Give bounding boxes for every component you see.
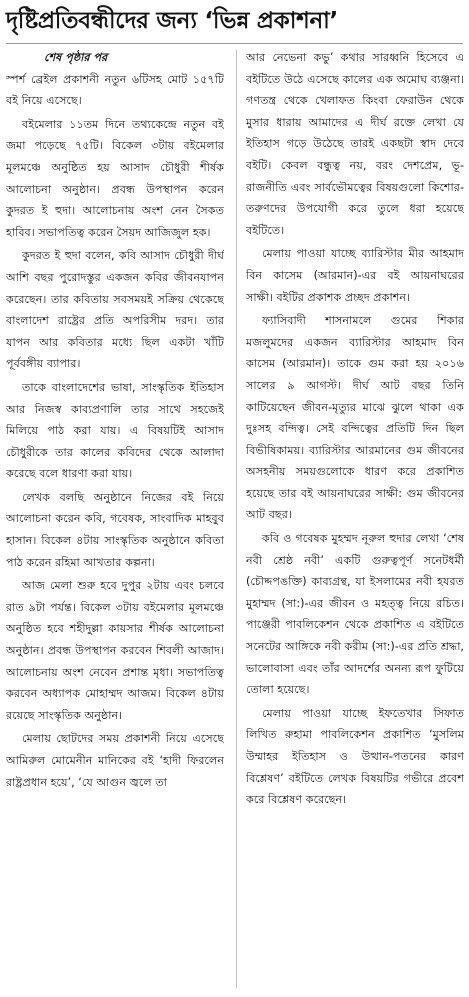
paragraph: আজ মেলা শুরু হবে দুপুর ২টায় এবং চলবে রাত ৯টা পর্যন্ত। বিকেল ৩টায় বইমেলার মূলমঞ্চে অনুষ্ঠিত হবে শহীদুল্লা কায়সার শীর্ষক আলোচনা অনুষ্ঠান। প্রবন্ধ উপস্থাপন করবেন শিবলী আজাদ। আলোচনায় অংশ নেবেন প্রশান্ত মৃধা। সভাপতিত্ব করবেন অধ্যাপক মোহাম্মদ আজম। বিকেল ৪টায় রয়েছে সাংস্কৃতিক অনুষ্ঠান।: [6, 579, 224, 722]
paragraph: ফ্যাসিবাদী শাসনামলে গুমের শিকার মজলুমদের একজন ব্যারিস্টার আহমাদ বিন কাসেম (আরমান)। তাকে গুম করা হয় ২০১৬ সালের ৯ আগস্ট। দীর্ঘ আট বছর তিনি কাটিয়েছেন জীবন-মৃত্যুর মাঝে ঝুলে থাকা এক দুঃসহ বন্দিত্ব। সেই বন্দিত্বের প্রতিটি দিন ছিল বিভীষিকাময়। ব্যারিস্টার আরমানের গুম জীবনের অসহনীয় সময়গুলোকে ধারণ করে প্রকাশিত হয়েছে তার বই আয়নাঘরের সাক্ষী: গুম জীবনের আট বছর।: [246, 314, 464, 522]
paragraph: মেলায় পাওয়া যাচ্ছে ব্যারিস্টার মীর আহমাদ বিন কাসেম (আরমান)-এর বই আয়নাঘরের সাক্ষী। বইটির প্রকাশক প্রচ্ছদ প্রকাশন।: [246, 247, 464, 304]
paragraph: বইমেলার ১১তম দিনে তথ্যকেন্দ্রে নতুন বই জমা পড়েছে ৭৫টি। বিকেল ৩টায় বইমেলার মূলমঞ্চে অনুষ্ঠিত হয় আসাদ চৌধুরী শীর্ষক আলোচনা অনুষ্ঠান। প্রবন্ধ উপস্থাপন করেন কুদরত ই হুদা। আলোচনায় অংশ নেন সৈকত হাবিব। সভাপতিত্ব করেন সৈয়দ আজিজুল হক।: [6, 117, 224, 239]
paragraph: স্পর্শ ব্রেইল প্রকাশনী নতুন ৬টিসহ মোট ১৫৭টি বই নিয়ে এসেছে।: [6, 72, 224, 108]
paragraph: মেলায় ছোটদের সময় প্রকাশনী নিয়ে এসেছে আমিরুল মোমেনীন মানিকের বই ‘হাদী ফিরলেন রাষ্ট্রপ্রধান হয়ে’, ‘যে আগুন জ্বলে তা: [6, 732, 224, 789]
paragraph: লেখক বলছি অনুষ্ঠানে নিজের বই নিয়ে আলোচনা করেন কবি, গবেষক, সাংবাদিক মাহবুব হাসান। বিকেল ৪টায় সাংস্কৃতিক অনুষ্ঠানে কবিতা পাঠ করেন রহিমা আখতার কল্পনা।: [6, 490, 224, 569]
article-column-right: [246, 47, 464, 993]
paragraph: কুদরত ই হুদা বলেন, কবি আসাদ চৌধুরী দীর্ঘ আশি বছর পুরোদস্তুর একজন কবির জীবনযাপন করেছেন। তার কবিতায় সবসময়ই সক্রিয় থেকেছে বাংলাদেশ রাষ্ট্রের প্রতি অপরিসীম দরদ। তার যাপন আর কবিতার মধ্যে ছিল একটা খাঁটি পূর্ববঙ্গীয় ব্যাপার।: [6, 249, 224, 371]
headline-divider: [6, 43, 463, 44]
article-headline: দৃষ্টিপ্রতিবন্ধীদের জন্য ‘ভিন্ন প্রকাশনা’: [6, 8, 338, 34]
paragraph: কবি ও গবেষক মুহম্মদ নূরুল হুদার লেখা ‘শেষ নবী শ্রেষ্ঠ নবী’ একটি গুরুত্বপূর্ণ সনেটধর্মী (চৌদ্দপঙক্তি) কাব্যগ্রন্থ, যা ইসলামের নবী হযরত মুহাম্মদ (সা:)-এর জীবন ও মহত্ত্ব নিয়ে রচিত। পাঞ্জেরী পাবলিকেশন থেকে প্রকাশিত এ বইটিতে সনেটের আঙ্গিকে নবী করীম (সা:)-এর প্রতি শ্রদ্ধা, ভালোবাসা এবং তাঁর আদর্শের অনন্য রূপ ফুটিয়ে তোলা হয়েছে।: [246, 532, 464, 697]
column-divider: [236, 50, 237, 988]
continuation-kicker: শেষ পৃষ্ঠার পর: [44, 51, 108, 64]
paragraph: আর নেভেনা কভু’ কথার সারধ্বনি হিসেবে এ বইটিতে উঠে এসেছে কালের এক অমোঘ ব্যঞ্জনা। গণতন্ত্র থেকে খেলাফত কিংবা ফেরাউন থেকে মুসার ধারায় আমাদের এ দীর্ঘ রক্তে লেখা যে ইতিহাস গড়ে উঠেছে তারই একছটা স্বাদ দেবে বইটি। কেবল বন্ধুত্ব নয়, বরং দেশপ্রেম, ভূ-রাজনীতি এবং সার্বভৌমত্বের বিষয়গুলো কিশোর-তরুণদের উপযোগী করে তুলে ধরা হয়েছে বইটিতে।: [246, 51, 464, 237]
article-column-left: [6, 47, 224, 993]
paragraph: মেলায় পাওয়া যাচ্ছে ইফতেখার সিফাত লিখিত রুহামা পাবলিকেশন প্রকাশিত ‘মুসলিম উম্মাহর ইতিহাস ও উত্থান-পতনের কারণ বিশ্লেষণ’ বইটিতে লেখক বিষয়টির গভীরে প্রবেশ করে বিশ্লেষণ করেছেন।: [246, 706, 464, 807]
paragraph: তাকে বাংলাদেশের ভাষা, সাংস্কৃতিক ইতিহাস আর নিজস্ব কাব্যপ্রণালি তার সাথে সহজেই মিলিয়ে পাঠ করা যায়। এ বিষয়টিই আসাদ চৌধুরীকে তার কালের কবিদের থেকে আলাদা করেছে বলে ধারণা করা যায়।: [6, 380, 224, 481]
